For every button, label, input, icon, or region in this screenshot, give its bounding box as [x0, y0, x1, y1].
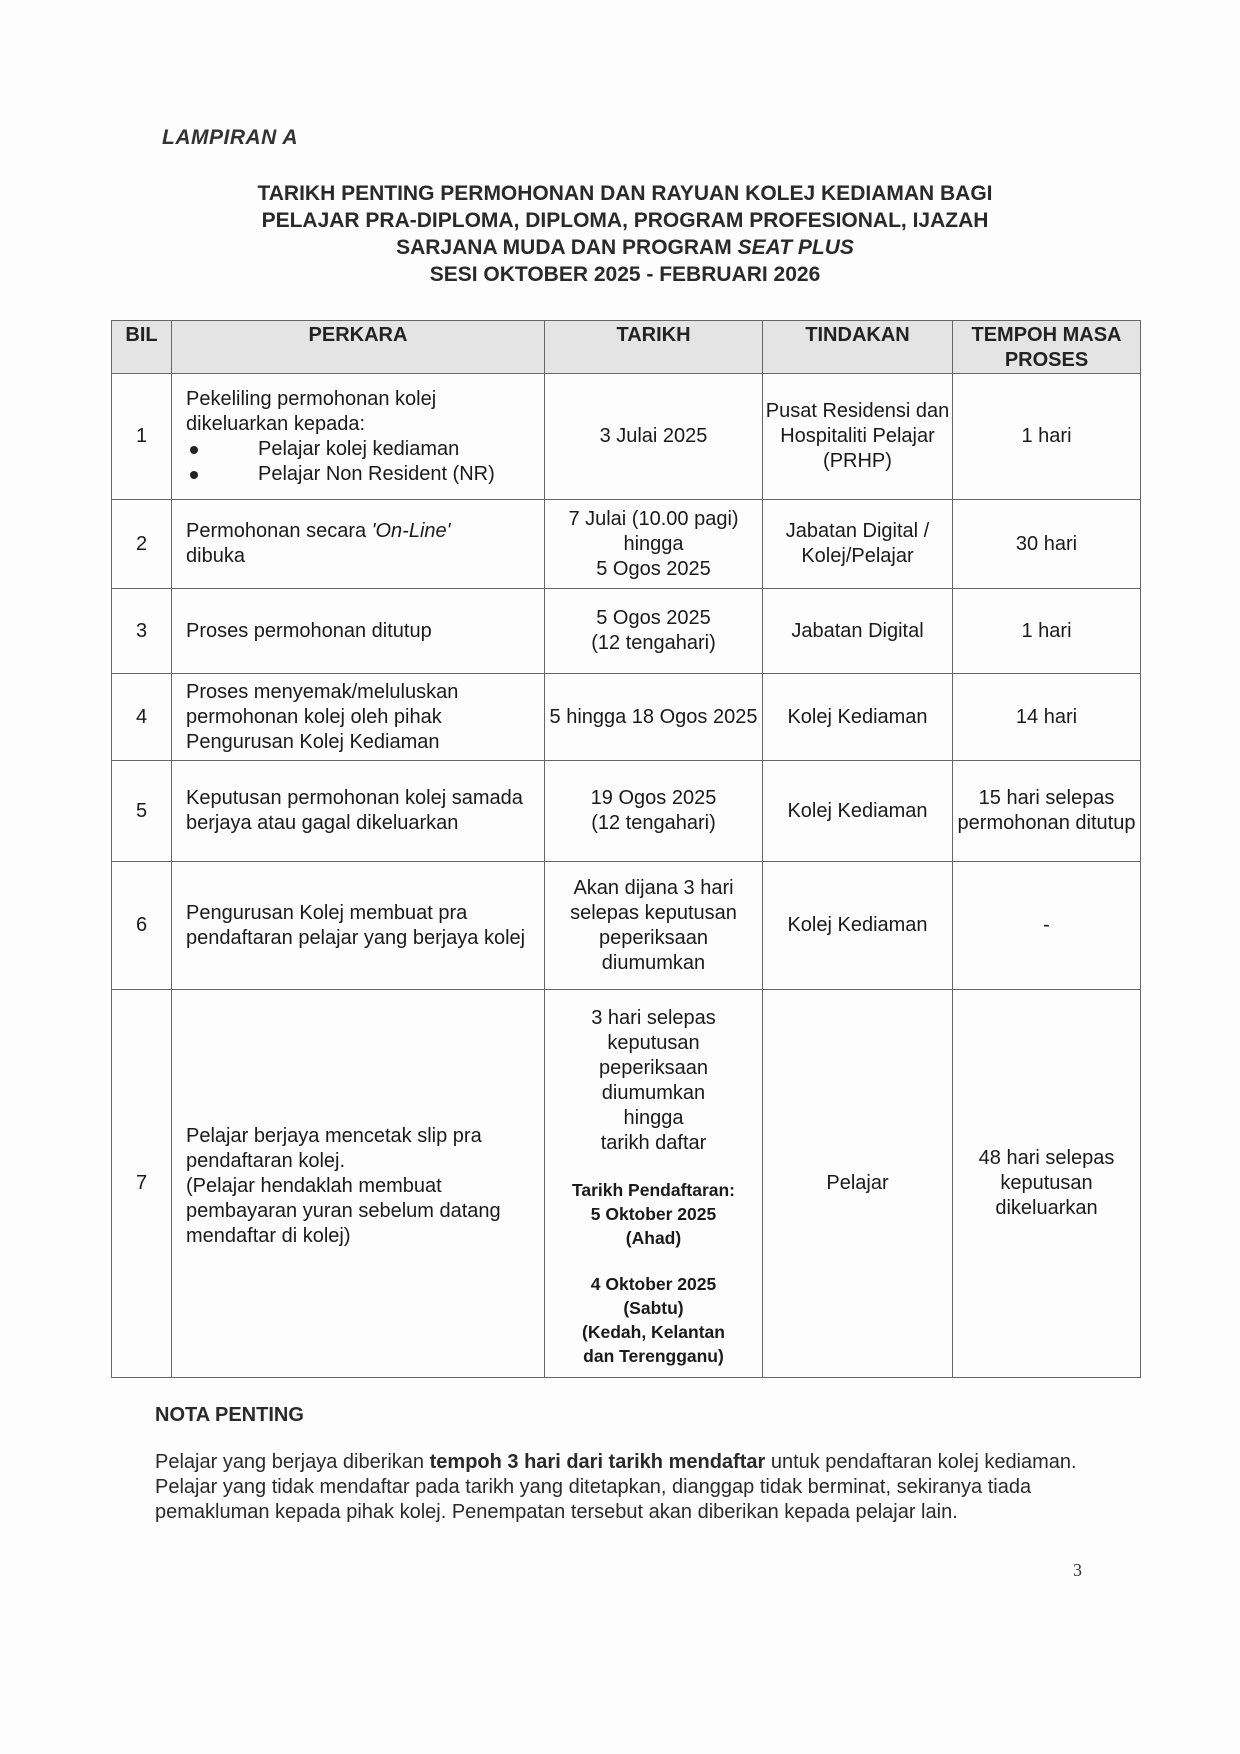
row-bil: 5: [112, 761, 172, 862]
row-bil: 1: [112, 374, 172, 500]
row-tarikh: 3 Julai 2025: [545, 374, 763, 500]
tarikh-line: peperiksaan: [599, 1056, 708, 1079]
header-tarikh: TARIKH: [545, 321, 763, 374]
note-text-end: untuk pendaftaran kolej kediaman. Pelajar yang tidak mendaftar pada tarikh yang ditetapkan, dianggap tidak berminat, sekiranya tiada pemakluman kepada pihak kolej. Penempatan tersebut akan diberikan kepada pelajar lain.: [155, 1451, 1077, 1523]
row-tempoh: 1 hari: [953, 374, 1141, 500]
row-tarikh: 5 hingga 18 Ogos 2025: [545, 674, 763, 761]
bullet-item: Pelajar kolej kediaman: [186, 437, 538, 462]
row-tindakan: Pusat Residensi dan Hospitaliti Pelajar (PRHP): [763, 374, 953, 500]
row-bil: 4: [112, 674, 172, 761]
registration-label: Tarikh Pendaftaran:: [571, 1179, 736, 1200]
row-tempoh: 15 hari selepas permohonan ditutup: [953, 761, 1141, 862]
note-paragraph: [155, 1450, 1090, 1525]
table-row: [112, 674, 1141, 761]
tarikh-line: 5 Ogos 2025: [596, 607, 711, 629]
title-line-4: SESI OKTOBER 2025 - FEBRUARI 2026: [429, 263, 821, 286]
row-tindakan: Kolej Kediaman: [763, 761, 953, 862]
header-bil: BIL: [112, 321, 172, 374]
row-perkara: Proses permohonan ditutup: [172, 589, 545, 674]
row-tindakan: Jabatan Digital: [763, 589, 953, 674]
registration-date-block: [545, 1178, 762, 1250]
tarikh-line: tarikh daftar: [600, 1131, 707, 1154]
tarikh-line: hingga: [623, 532, 684, 555]
row-perkara: Keputusan permohonan kolej samada berjaya atau gagal dikeluarkan: [172, 761, 545, 862]
title-line-1: TARIKH PENTING PERMOHONAN DAN RAYUAN KOLEJ KEDIAMAN BAGI: [257, 182, 993, 205]
registration-date: 4 Oktober 2025: [590, 1273, 717, 1294]
registration-states: (Kedah, Kelantan: [582, 1321, 725, 1342]
registration-date: 5 Oktober 2025: [590, 1203, 717, 1224]
note-text-start: Pelajar yang berjaya diberikan: [155, 1451, 425, 1473]
row-tindakan: Kolej Kediaman: [763, 674, 953, 761]
perkara-text: Permohonan secara: [186, 520, 367, 542]
bullet-item: Pelajar Non Resident (NR): [186, 462, 538, 487]
tarikh-line: diumumkan: [601, 1081, 706, 1104]
row-bil: 2: [112, 500, 172, 589]
title-italic: SEAT PLUS: [737, 236, 854, 259]
perkara-italic: 'On-Line': [371, 520, 451, 542]
row-bil: 6: [112, 862, 172, 990]
registration-states: dan Terengganu): [583, 1345, 724, 1366]
perkara-line: (Pelajar hendaklah membuat pembayaran yuran sebelum datang mendaftar di kolej): [186, 1175, 501, 1247]
schedule-table: [111, 320, 1141, 1378]
tarikh-line: keputusan: [607, 1031, 700, 1054]
bullet-list: [186, 437, 538, 487]
row-bil: 7: [112, 990, 172, 1378]
table-row: [112, 761, 1141, 862]
annex-label: LAMPIRAN A: [162, 126, 299, 149]
tarikh-line: hingga: [623, 1106, 684, 1129]
registration-day: (Sabtu): [623, 1297, 684, 1318]
row-tindakan: Pelajar: [763, 990, 953, 1378]
registration-date-block-east: [545, 1272, 762, 1368]
title-line-3-text: SARJANA MUDA DAN PROGRAM: [396, 236, 732, 259]
header-tindakan: TINDAKAN: [763, 321, 953, 374]
table-row: [112, 500, 1141, 589]
header-perkara: PERKARA: [172, 321, 545, 374]
row-perkara: [172, 990, 545, 1378]
table-header-row: [112, 321, 1141, 374]
table-row: [112, 374, 1141, 500]
row-perkara: Proses menyemak/meluluskan permohonan kolej oleh pihak Pengurusan Kolej Kediaman: [172, 674, 545, 761]
title-line-3: [110, 234, 1140, 261]
tarikh-line: 5 Ogos 2025: [596, 557, 711, 580]
row-tarikh: [545, 589, 763, 674]
row-tempoh: -: [953, 862, 1141, 990]
row-perkara: [172, 374, 545, 500]
row-tarikh: [545, 990, 763, 1378]
tarikh-line: (12 tengahari): [591, 812, 716, 834]
row-tempoh: 48 hari selepas keputusan dikeluarkan: [953, 990, 1141, 1378]
registration-day: (Ahad): [625, 1227, 682, 1248]
table-row: [112, 862, 1141, 990]
row-tempoh: 1 hari: [953, 589, 1141, 674]
tarikh-line: (12 tengahari): [591, 632, 716, 654]
note-heading: NOTA PENTING: [155, 1404, 304, 1426]
note-text-bold: tempoh 3 hari dari tarikh mendaftar: [429, 1451, 766, 1473]
perkara-line: Pelajar berjaya mencetak slip pra pendaftaran kolej.: [186, 1125, 482, 1172]
tarikh-line: 3 hari selepas: [591, 1006, 716, 1029]
document-title: [110, 180, 1140, 288]
row-perkara: [172, 500, 545, 589]
perkara-text-end: dibuka: [186, 545, 245, 567]
header-tempoh: TEMPOH MASA PROSES: [953, 321, 1141, 374]
row-perkara: Pengurusan Kolej membuat pra pendaftaran pelajar yang berjaya kolej: [172, 862, 545, 990]
perkara-text: Pekeliling permohonan kolej dikeluarkan kepada:: [186, 387, 437, 435]
row-tempoh: 30 hari: [953, 500, 1141, 589]
table-row: [112, 589, 1141, 674]
row-tindakan: Kolej Kediaman: [763, 862, 953, 990]
title-line-2: PELAJAR PRA-DIPLOMA, DIPLOMA, PROGRAM PROFESIONAL, IJAZAH: [261, 209, 989, 232]
tarikh-line: 19 Ogos 2025: [590, 787, 717, 809]
table-row: [112, 990, 1141, 1378]
tarikh-line: 7 Julai (10.00 pagi): [568, 507, 739, 530]
page-number: 3: [1073, 1560, 1082, 1580]
row-tempoh: 14 hari: [953, 674, 1141, 761]
row-tindakan: Jabatan Digital / Kolej/Pelajar: [763, 500, 953, 589]
row-tarikh: [545, 500, 763, 589]
row-tarikh: [545, 761, 763, 862]
row-tarikh: Akan dijana 3 hari selepas keputusan peperiksaan diumumkan: [545, 862, 763, 990]
row-bil: 3: [112, 589, 172, 674]
